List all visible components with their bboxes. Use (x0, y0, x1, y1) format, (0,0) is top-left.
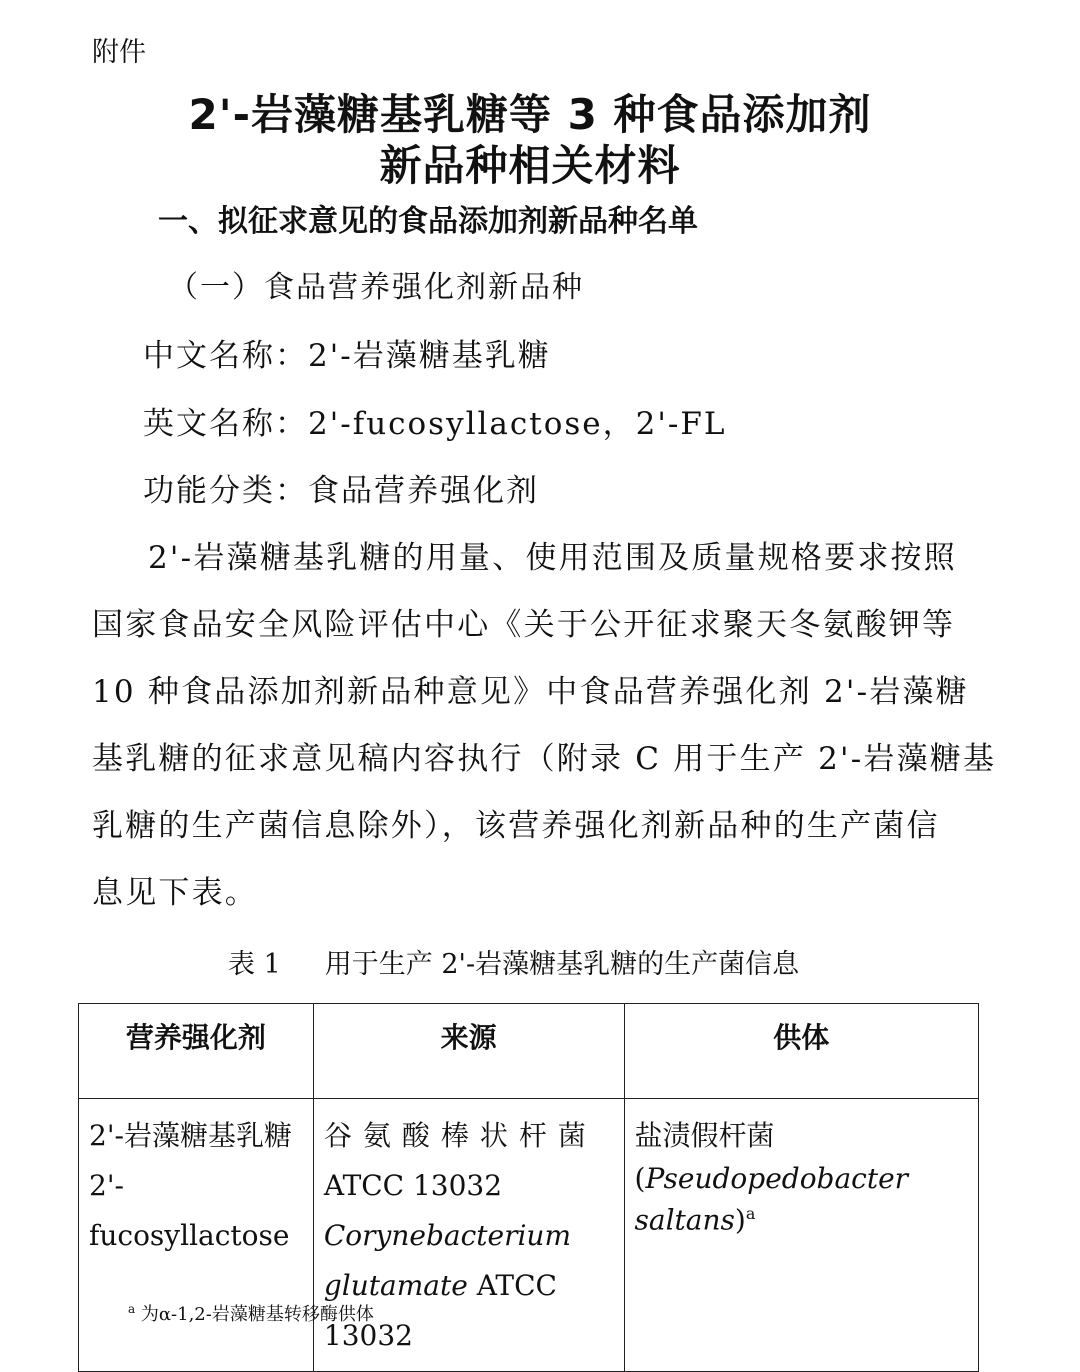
header-donor: 供体 (624, 1004, 979, 1099)
english-name-field: 英文名称：2'-fucosyllactose，2'-FL (143, 406, 727, 442)
document-title-line1: 2'-岩藻糖基乳糖等 3 种食品添加剂 (188, 90, 872, 139)
source-latin-genus: Corynebacterium (323, 1219, 572, 1252)
paragraph-line: 乳糖的生产菌信息除外），该营养强化剂新品种的生产菌信 (92, 808, 940, 844)
fortifier-en: 2'-fucosyllactose (89, 1169, 290, 1252)
cell-donor (624, 1099, 979, 1372)
table-caption-text: 用于生产 2'-岩藻糖基乳糖的生产菌信息 (324, 949, 800, 980)
footnote-text: 为α-1,2-岩藻糖基转移酶供体 (135, 1304, 374, 1325)
section-subheading: （一）食品营养强化剂新品种 (168, 270, 584, 305)
source-strain: ATCC 13032 (323, 1169, 503, 1202)
source-cn: 谷氨酸棒状杆菌 (323, 1119, 597, 1152)
header-fortifier: 营养强化剂 (79, 1004, 314, 1099)
footnote-mark: a (128, 1302, 136, 1316)
paragraph-line: 10 种食品添加剂新品种意见》中食品营养强化剂 2'-岩藻糖 (92, 674, 969, 710)
document-title-line2: 新品种相关材料 (379, 141, 681, 190)
paragraph-line: 2'-岩藻糖基乳糖的用量、使用范围及质量规格要求按照 (148, 540, 957, 576)
table-caption-number: 表 1 (228, 949, 281, 980)
header-source: 来源 (313, 1004, 624, 1099)
chinese-name-field: 中文名称：2'-岩藻糖基乳糖 (143, 338, 551, 374)
donor-latin-species: saltans (634, 1203, 735, 1237)
cell-fortifier (79, 1099, 314, 1372)
section-heading: 一、拟征求意见的食品添加剂新品种名单 (158, 204, 698, 239)
function-class-field: 功能分类：食品营养强化剂 (143, 473, 539, 509)
donor-latin-genus: Pseudopedobacter (645, 1162, 909, 1195)
source-latin-species: glutamate (323, 1269, 468, 1302)
table-row (79, 1099, 979, 1372)
donor-footnote-mark: a (745, 1204, 756, 1223)
donor-latin-line2 (635, 1196, 969, 1237)
fortifier-cn: 2'-岩藻糖基乳糖 (89, 1119, 292, 1152)
paragraph-line: 国家食品安全风险评估中心《关于公开征求聚天冬氨酸钾等 (92, 607, 956, 643)
attachment-label: 附件 (92, 37, 146, 68)
paragraph-line: 基乳糖的征求意见稿内容执行（附录 C 用于生产 2'-岩藻糖基 (92, 741, 997, 777)
table-header-row (79, 1004, 979, 1099)
donor-paren-open: ( (634, 1162, 646, 1195)
donor-latin-line1 (635, 1161, 969, 1196)
donor-paren-close: ) (734, 1203, 746, 1237)
table-footnote (128, 1300, 374, 1326)
source-strain-2: ATCC 13032 (323, 1269, 557, 1352)
paragraph-line: 息见下表。 (92, 875, 258, 911)
donor-cn: 盐渍假杆菌 (634, 1119, 775, 1152)
cell-source (313, 1099, 624, 1372)
table-caption (228, 942, 799, 981)
